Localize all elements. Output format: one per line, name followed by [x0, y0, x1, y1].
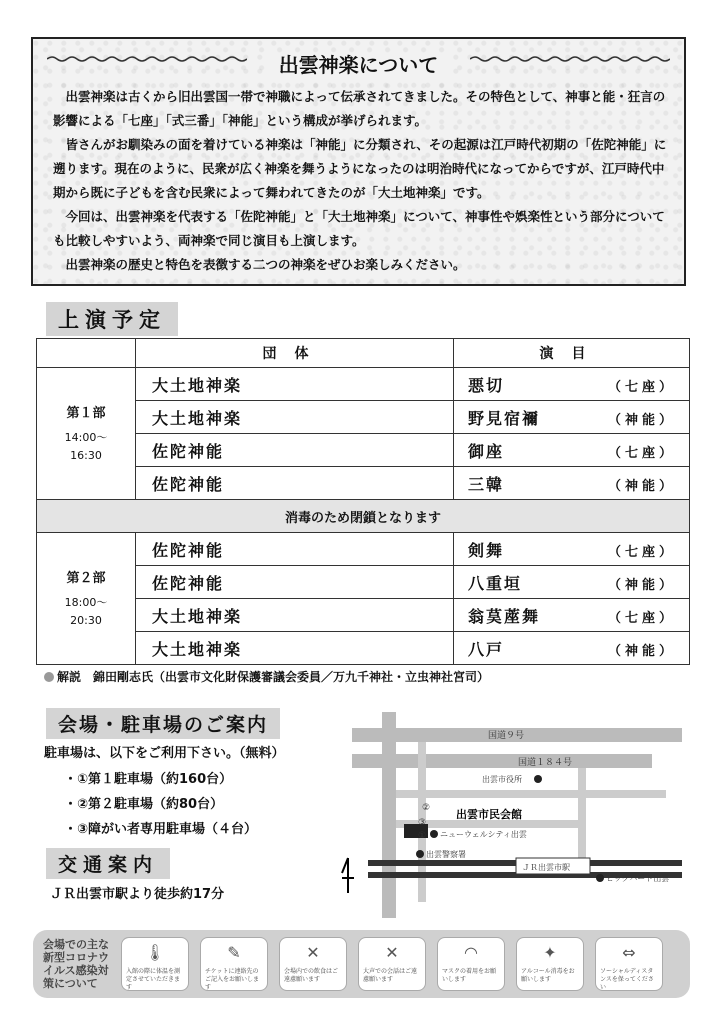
city-office-marker — [534, 775, 542, 783]
bullet-icon — [44, 672, 54, 682]
big-heart-marker — [596, 874, 604, 882]
route9-label: 国道９号 — [488, 731, 525, 741]
group-name: 佐陀神能 — [136, 566, 454, 599]
program-type: （神能） — [608, 478, 677, 494]
parking-lot-3: ・③障がい者専用駐車場（４台） — [64, 822, 258, 837]
covid-item — [516, 937, 584, 991]
program-cell — [454, 566, 690, 599]
break-text: 消毒のため閉鎖となります — [37, 500, 690, 533]
covid-caption: アルコール消毒をお願いします — [521, 968, 575, 983]
program-cell — [454, 599, 690, 632]
thermometer-icon: 🌡 — [144, 943, 166, 962]
part1-cell — [37, 368, 136, 500]
intro-paragraph: 出雲神楽は古くから旧出雲国一帯で神職によって伝承されてきました。その特色として、神事と能・狂言の影響による「七座」「式三番」「神能」という構成が挙げられます。 — [53, 89, 666, 128]
venue-heading: 会場・駐車場のご案内 — [46, 708, 280, 739]
part1-time-start: 14:00〜 — [64, 431, 108, 444]
station-label: ＪＲ出雲市駅 — [522, 863, 570, 872]
program-title: 八重垣 — [468, 573, 523, 593]
schedule-table — [36, 338, 690, 665]
wellcity-marker — [430, 830, 438, 838]
part2-time-start: 18:00〜 — [64, 596, 108, 609]
program-type: （神能） — [608, 412, 677, 428]
intro-paragraph: 皆さんがお馴染みの面を着けている神楽は「神能」に分類され、その起源は江戸時代初期の「佐陀神能」に遡ります。現在のように、民衆が広く神楽を舞うようになったのは明治時代になってからですが、江戸時代中期から既に子どもを含む民衆によって舞われてきたのが「大土地神楽」です。 — [53, 137, 667, 200]
intro-paragraph: 今回は、出雲神楽を代表する「佐陀神能」と「大土地神楽」について、神事性や娯楽性という部分についても比較しやすいよう、両神楽で同じ演目も上演します。 — [53, 209, 665, 248]
intro-paragraph: 出雲神楽の歴史と特色を表徴する二つの神楽をぜひお楽しみください。 — [65, 257, 466, 272]
col-header-program: 演目 — [454, 339, 690, 368]
commentary — [44, 668, 489, 685]
col-header-group: 団体 — [136, 339, 454, 368]
intro-body — [53, 85, 668, 277]
wellcity-label: ニューウェルシティ出雲 — [440, 830, 527, 839]
distance-icon: ⇔ — [622, 943, 636, 962]
covid-item — [121, 937, 189, 991]
no-talking-icon: ✕ — [385, 943, 399, 962]
covid-item — [358, 937, 426, 991]
side-road — [396, 790, 666, 798]
covid-caption: マスクの着用をお願いします — [442, 968, 497, 983]
covid-caption: 大声での会話はご遠慮願います — [363, 968, 418, 983]
intro-title: 出雲神楽について — [33, 49, 684, 78]
group-name: 佐陀神能 — [136, 467, 454, 500]
part1-time-end: 16:30 — [70, 449, 102, 462]
covid-item — [200, 937, 268, 991]
access-heading: 交通案内 — [46, 848, 170, 879]
part2-cell — [37, 533, 136, 665]
parking-lot-2: ・②第２駐車場（約80台） — [64, 797, 224, 812]
table-row — [37, 533, 690, 566]
part2-label: 第２部 — [66, 571, 106, 586]
break-row — [37, 500, 690, 533]
intro-box — [31, 37, 686, 286]
side-road — [578, 768, 586, 858]
schedule-heading: 上演予定 — [46, 302, 178, 336]
big-heart-label: ビッグハート出雲 — [606, 874, 670, 883]
route184-road — [352, 754, 652, 768]
program-title: 翁茣蓙舞 — [468, 606, 541, 626]
north-south-road — [382, 712, 396, 918]
program-type: （七座） — [608, 379, 677, 395]
program-cell — [454, 368, 690, 401]
program-title: 野見宿禰 — [468, 408, 541, 428]
covid-item — [595, 937, 663, 991]
group-name: 大土地神楽 — [136, 632, 454, 665]
police-marker — [416, 850, 424, 858]
covid-measures — [33, 930, 690, 998]
program-title: 御座 — [468, 441, 505, 461]
program-type: （神能） — [608, 577, 677, 593]
table-row — [37, 368, 690, 401]
covid-item — [437, 937, 505, 991]
venue-map — [338, 708, 686, 918]
program-title: 悪切 — [468, 375, 505, 395]
part2-time-end: 20:30 — [70, 614, 102, 627]
access-text: ＪＲ出雲市駅より徒歩約17分 — [50, 887, 225, 902]
program-title: 剣舞 — [468, 540, 505, 560]
parking-lot-1: ・①第１駐車場（約160台） — [64, 772, 233, 787]
mask-icon: ◠ — [464, 943, 478, 962]
north-arrow-icon — [342, 858, 354, 893]
program-cell — [454, 434, 690, 467]
route184-label: 国道１８４号 — [518, 758, 573, 768]
city-office-label: 出雲市役所 — [482, 775, 522, 784]
program-cell — [454, 401, 690, 434]
sanitizer-icon: ✦ — [543, 943, 557, 962]
group-name: 大土地神楽 — [136, 401, 454, 434]
program-type: （神能） — [608, 643, 677, 659]
venue-label: 出雲市民会館 — [456, 808, 522, 821]
lot3-marker: ③ — [418, 818, 427, 828]
program-type: （七座） — [608, 445, 677, 461]
covid-caption: チケットに連絡先のご記入をお願いします — [205, 968, 260, 991]
no-food-icon: ✕ — [306, 943, 320, 962]
group-name: 大土地神楽 — [136, 599, 454, 632]
group-name: 佐陀神能 — [136, 434, 454, 467]
ticket-icon: ✎ — [227, 943, 241, 962]
group-name: 大土地神楽 — [136, 368, 454, 401]
program-title: 八戸 — [468, 639, 505, 659]
program-title: 三韓 — [468, 474, 505, 494]
lot2-marker: ② — [422, 803, 431, 813]
lot1-marker: ① — [418, 831, 427, 841]
covid-item — [279, 937, 347, 991]
table-corner — [37, 339, 136, 368]
part1-label: 第１部 — [66, 406, 106, 421]
covid-caption: ソーシャルディスタンスを保ってください — [600, 968, 654, 991]
parking-intro: 駐車場は、以下をご利用下さい。（無料） — [44, 746, 285, 761]
covid-caption: 会場内での飲食はご遠慮願います — [284, 968, 339, 983]
program-type: （七座） — [608, 610, 677, 626]
group-name: 佐陀神能 — [136, 533, 454, 566]
program-type: （七座） — [608, 544, 677, 560]
covid-label: 会場での主な新型コロナウイルス感染対策について — [43, 938, 109, 990]
covid-caption: 入館の際に体温を測定させていただきます — [126, 968, 181, 991]
program-cell — [454, 632, 690, 665]
police-label: 出雲警察署 — [426, 850, 466, 859]
program-cell — [454, 533, 690, 566]
program-cell — [454, 467, 690, 500]
commentary-text: 解説 錦田剛志氏（出雲市文化財保護審議会委員／万九千神社・立虫神社宮司） — [57, 670, 490, 684]
